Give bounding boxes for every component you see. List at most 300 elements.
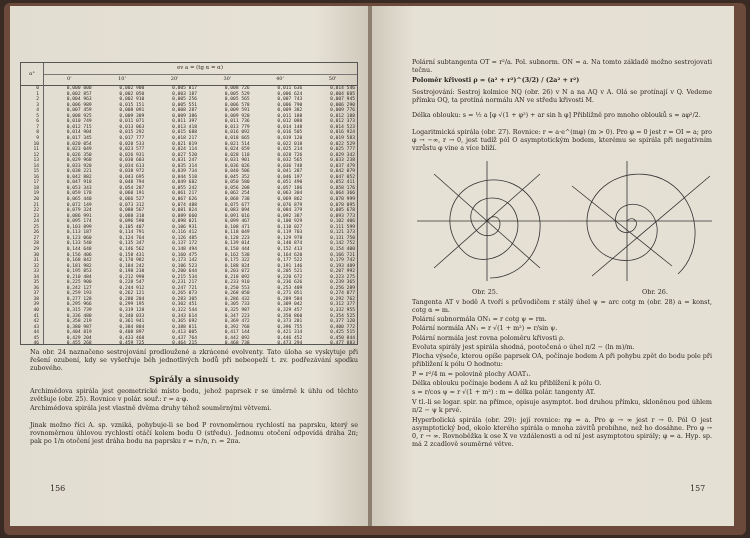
table-cell: 0,009 382: [277, 108, 303, 114]
log-spiral-text: Logaritmická spirála (obr. 27). Rovnice: r = a·e^(mφ) (m > 0). Pro φ = 0 jest r = OI = a; pro φ → −∞, r → 0, jest tudíž pól O asymptotickým bodem, kterému se spirála při negativním vzrůstu φ vine a více blíží.: [412, 128, 712, 152]
table-cell: 0,081 824: [172, 208, 197, 214]
normal-curvature-text: Polární normála jest rovna poloměru křivosti ρ.: [412, 334, 565, 342]
table-cell: 0,017 345: [66, 135, 92, 141]
table-cell: 0,105 407: [119, 224, 145, 230]
table-cell: 0,052 411: [330, 180, 355, 186]
table-cell: 0,009 591: [224, 108, 250, 114]
table-cell: 0,008 091: [119, 108, 145, 114]
table-cell: 0,093 773: [330, 213, 355, 219]
table-cell: 0,028 726: [277, 152, 303, 158]
table-cell: 0,007 743: [277, 97, 303, 103]
table-row-angle: 23: [33, 213, 39, 219]
table-cell: 0,319 128: [119, 308, 145, 313]
table-cell: 0,007 945: [330, 97, 355, 103]
table-cell: 0,473 294: [277, 341, 303, 347]
hyperbolic-spiral-text: Hyperbolická spirála (obr. 29): její rovnice: rφ = a. Pro φ → ∞ jest r → 0. Pól O jest asymptotický bod, okolo kterého spirála o mnoha závitů probíhne, než ho dosáhne. Pro φ → 0, r → ∞. Rovnoběžka k ose X ve vzdálenosti a od ní jest asymptotou spirály; φ = a. Hyp. sp. má 2 zcadlově souměrné větve.: [412, 416, 712, 448]
table-cell: 0,029 342: [330, 152, 355, 158]
table-cell: 0,075 677: [224, 202, 250, 208]
table-cell: 0,080 567: [119, 208, 145, 214]
table-cell: 0,139 014: [224, 241, 250, 247]
table-cell: 0,074 488: [172, 202, 197, 208]
table-cell: 0,022 529: [330, 141, 355, 147]
table-header: [21, 63, 357, 86]
table-row-angle: 34: [33, 274, 39, 280]
table-cell: 0,068 738: [224, 197, 250, 202]
table-cell: 0,024 659: [224, 147, 250, 153]
table-cell: 0,034 613: [119, 163, 145, 169]
table-cell: 0,084 379: [277, 208, 303, 214]
table-cell: 0,121 373: [330, 230, 355, 236]
table-cell: 0,343 614: [172, 313, 197, 319]
table-cell: 0,063 304: [277, 191, 303, 197]
table-cell: 0,369 472: [224, 319, 250, 325]
section-heading: Spirály a sinusoidy: [149, 375, 239, 385]
table-row-angle: 10: [33, 141, 39, 147]
table-cell: 0,002 857: [66, 91, 92, 97]
table-cell: 0,006 790: [277, 102, 303, 108]
table-cell: 0,280 204: [119, 296, 145, 302]
table-row-angle: 3: [36, 102, 39, 108]
table-cell: 0,032 565: [277, 158, 303, 164]
table-cell: 0,144 648: [66, 246, 92, 252]
table-cell: 0,114 791: [119, 230, 145, 236]
table-cell: 0,417 144: [224, 330, 250, 336]
table-cell: 0,013 779: [224, 124, 250, 130]
table-cell: 0,024 114: [172, 147, 197, 153]
table-row-angle: 44: [33, 330, 39, 336]
table-cell: 0,056 208: [224, 185, 250, 191]
table-cell: 0,022 018: [277, 141, 303, 147]
area-formula: P = r²/4 m = polovině plochy AOAT₁.: [412, 370, 531, 378]
table-cell: 0,037 479: [330, 163, 355, 169]
table-cell: 0,008 287: [172, 108, 197, 114]
table-cell: 0,437 764: [172, 335, 197, 341]
table-cell: 0,065 440: [66, 197, 92, 202]
table-cell: 0,207 992: [330, 269, 355, 275]
table-row-angle: 27: [33, 235, 39, 241]
table-column-headers: [43, 74, 357, 85]
table-cell: 0,092 387: [277, 213, 303, 219]
table-cell: 0,223 275: [330, 274, 355, 280]
table-cell: 0,011 636: [277, 86, 303, 91]
table-cell: 0,061 217: [172, 191, 197, 197]
curvature-formula: Poloměr křivosti ρ = (a² + r²)^(3/2) / (2a² + r²): [412, 76, 580, 84]
tangent-text: Tangenta AT v bodě A tvoří s průvodičem r stálý úhel ψ = arc cotg m (obr. 28) a = konst, cotg α = m.: [412, 298, 712, 314]
table-corner: α°: [29, 71, 35, 77]
table-cell: 0,004 605: [330, 91, 355, 97]
table-cell: 0,184 242: [119, 263, 145, 269]
table-cell: 0,042 079: [330, 169, 355, 175]
table-cell: 0,468 738: [224, 341, 250, 347]
table-cell: 0,005 565: [224, 97, 250, 103]
table-cell: 0,392 768: [224, 324, 250, 330]
table-cell: 0,277 128: [66, 296, 92, 302]
table-row-angle: 35: [33, 280, 39, 286]
table-cell: 0,011 071: [119, 119, 145, 125]
table-cell: 0,015 151: [119, 102, 145, 108]
table-cell: 0,007 459: [66, 108, 92, 114]
table-cell: 0,014 546: [330, 86, 355, 91]
table-cell: 0,312 377: [330, 302, 355, 308]
table-row-angle: 21: [33, 202, 39, 208]
table-cell: 0,365 692: [172, 319, 197, 325]
table-cell: 0,014 904: [66, 130, 92, 136]
table-cell: 0,198 238: [119, 269, 145, 275]
table-cell: 0,009 389: [119, 113, 145, 119]
table-cell: 0,177 522: [277, 258, 303, 264]
table-cell: 0,110 027: [277, 224, 303, 230]
table-row-angle: 30: [33, 252, 39, 258]
table-cell: 0,148 494: [172, 246, 197, 252]
table-cell: 0,026 350: [66, 152, 92, 158]
table-cell: 0,181 982: [66, 263, 92, 269]
table-cell: 0,413 005: [172, 330, 197, 336]
table-cell: 0,408 897: [119, 330, 145, 336]
table-cell: 0,325 987: [224, 308, 250, 313]
table-cell: 0,166 721: [330, 252, 355, 258]
table-cell: 0,262 121: [119, 291, 145, 297]
table-cell: 0,035 314: [172, 163, 197, 169]
table-cell: 0,358 219: [66, 319, 92, 325]
table-cell: 0,098 021: [172, 219, 197, 225]
table-cell: 0,259 193: [66, 291, 92, 297]
table-cell: 0,010 749: [66, 119, 92, 125]
table-cell: 0,014 523: [330, 124, 355, 130]
table-cell: 0,020 054: [66, 141, 92, 147]
table-cell: 0,025 214: [277, 147, 303, 153]
table-row-angle: 11: [33, 147, 39, 153]
table-cell: 0,140 874: [277, 241, 303, 247]
table-cell: 0,029 968: [66, 158, 92, 164]
table-cell: 0,055 242: [172, 185, 197, 191]
table-cell: 0,076 879: [277, 202, 303, 208]
table-cell: 0,102 406: [330, 219, 355, 225]
table-cell: 0,380 987: [66, 324, 92, 330]
table-cell: 0,173 142: [172, 258, 197, 264]
table-cell: 0,396 755: [277, 324, 303, 330]
table-cell: 0,123 060: [66, 235, 92, 241]
table-cell: 0,205 521: [277, 269, 303, 275]
table-cell: 0,038 972: [119, 169, 145, 175]
table-cell: 0,242 127: [66, 285, 92, 291]
table-cell: 0,006 290: [330, 102, 355, 108]
table-cell: 0,247 721: [172, 285, 197, 291]
table-cell: 0,018 665: [224, 135, 250, 141]
table-cell: 0,142 752: [330, 241, 355, 247]
arc-length-log-text: Délka oblouku počínaje bodem A až ku přiblížení k pólu O.: [412, 379, 602, 387]
table-cell: 0,067 626: [172, 197, 197, 202]
table-cell: 0,175 322: [224, 258, 250, 264]
table-cell: 0,361 941: [119, 319, 145, 325]
table-cell: 0,103 899: [66, 224, 92, 230]
table-cell: 0,354 525: [330, 313, 355, 319]
table-cell: 0,233 910: [224, 280, 250, 286]
paragraph-archimedes: Archimédova spirála jest geometrické místo bodu, jehož paprsek r se úměrně k úhlu od těchto zvětšuje (obr. 25). Rovnice v polár. souř.: r = a·φ.: [30, 387, 358, 403]
table-cell: 0,047 918: [66, 180, 92, 186]
table-row-angle: 38: [33, 296, 39, 302]
table-row-angle: 37: [33, 291, 39, 297]
table-cell: 0,048 794: [119, 180, 145, 186]
table-cell: 0,160 475: [172, 252, 197, 258]
table-cell: 0,128 223: [224, 235, 250, 241]
table-cell: 0,016 924: [330, 130, 355, 136]
table-cell: 0,129 978: [277, 235, 303, 241]
table-row-angle: 33: [33, 269, 39, 275]
table-cell: 0,295 966: [66, 302, 92, 308]
table-cell: 0,256 289: [330, 285, 355, 291]
table-cell: 0,274 077: [330, 291, 355, 297]
table-cell: 0,336 480: [66, 313, 92, 319]
table-cell: 0,193 489: [330, 263, 355, 269]
table-cell: 0,191 146: [277, 263, 303, 269]
table-cell: 0,253 409: [277, 285, 303, 291]
table-cell: 0,008 726: [224, 86, 250, 91]
table-column-header: 50': [328, 76, 337, 82]
table-cell: 0,015 688: [172, 130, 197, 136]
subtangent-text: Polární subtangenta OT = r²/a. Pol. subnorm. ON = a. Na tomto základě možno sestrojovati tečnu.: [412, 58, 712, 74]
table-row-angle: 32: [33, 263, 39, 269]
table-cell: 0,018 217: [172, 135, 197, 141]
table-cell: 0,099 467: [224, 219, 250, 225]
table-cell: 0,036 026: [224, 163, 250, 169]
table-cell: 0,137 172: [172, 241, 197, 247]
table-cell: 0,023 577: [119, 147, 145, 153]
table-cell: 0,014 148: [277, 124, 303, 130]
table-row-angle: 16: [33, 174, 39, 180]
table-cell: 0,033 238: [330, 158, 355, 164]
table-row-angle: 43: [33, 324, 39, 330]
table-cell: 0,047 052: [330, 174, 355, 180]
table-cell: 0,340 033: [119, 313, 145, 319]
table-cell: 0,309 042: [277, 302, 303, 308]
rolling-text: V tl.-li se logar. spir. na přímce, opisuje asymptot. bod druhou přímku, skloněnou pod úhlem π/2 − ψ k prvé.: [412, 398, 712, 414]
table-cell: 0,162 538: [224, 252, 250, 258]
table-cell: 0,036 748: [277, 163, 303, 169]
table-main-header: ev a = (tg α = α): [43, 63, 357, 75]
table-cell: 0,031 247: [172, 158, 197, 164]
table-cell: 0,146 562: [119, 246, 145, 252]
table-cell: 0,000 000: [66, 86, 92, 91]
table-cell: 0,005 256: [172, 97, 197, 103]
page-number-right: 157: [690, 484, 706, 493]
table-cell: 0,088 318: [119, 213, 145, 219]
table-cell: 0,021 514: [224, 141, 250, 147]
table-cell: 0,009 920: [224, 113, 250, 119]
table-column-header: 30': [223, 76, 232, 82]
table-row-angle: 13: [33, 158, 39, 164]
table-cell: 0,041 287: [277, 169, 303, 175]
table-cell: 0,250 553: [224, 285, 250, 291]
table-cell: 0,119 703: [277, 230, 303, 236]
table-cell: 0,289 584: [277, 296, 303, 302]
table-cell: 0,012 188: [330, 113, 355, 119]
table-cell: 0,070 999: [330, 197, 355, 202]
table-cell: 0,016 092: [224, 130, 250, 136]
table-cell: 0,203 072: [224, 269, 250, 275]
table-cell: 0,150 444: [224, 246, 250, 252]
table-row-angle: 14: [33, 163, 39, 169]
table-row-angle: 8: [36, 130, 39, 136]
table-cell: 0,004 963: [66, 97, 92, 103]
table-cell: 0,002 900: [119, 86, 145, 91]
table-cell: 0,210 484: [66, 274, 92, 280]
table-cell: 0,054 287: [119, 185, 145, 191]
table-cell: 0,421 314: [277, 330, 303, 336]
table-cell: 0,002 050: [119, 91, 145, 97]
arc-length-text: Délka oblouku: s = ½ a [φ √(1 + φ²) + ar sin h φ] Přibližně pro mnoho oblouků s ≈ aφ²/2.: [412, 111, 701, 119]
right-page: [372, 6, 734, 526]
evolute-text: Evoluta spirály jest spirála shodná, pootočená o úhel π/2 − (ln m)/m.: [412, 343, 635, 351]
table-cell: 0,028 118: [224, 152, 250, 158]
table-cell: 0,322 544: [172, 308, 197, 313]
table-cell: 0,271 051: [277, 291, 303, 297]
sector-area-text: Plocha výseče, kterou opíše paprsek OA, počínaje bodem A při pohybu zpět do bodu pole při přiblížení k pólu O hodnotu:: [412, 352, 712, 368]
table-cell: 0,059 178: [66, 191, 92, 197]
table-cell: 0,195 853: [66, 269, 92, 275]
table-cell: 0,008 925: [66, 113, 92, 119]
table-row-angle: 36: [33, 285, 39, 291]
table-cell: 0,299 195: [119, 302, 145, 308]
table-cell: 0,106 931: [172, 224, 197, 230]
table-row-angle: 18: [33, 185, 39, 191]
table-cell: 0,170 982: [119, 258, 145, 264]
table-cell: 0,038 221: [66, 169, 92, 175]
table-cell: 0,026 931: [119, 152, 145, 158]
table-cell: 0,179 742: [330, 258, 355, 264]
table-cell: 0,154 400: [330, 246, 355, 252]
table-cell: 0,152 413: [277, 246, 303, 252]
table-row-angle: 28: [33, 241, 39, 247]
table-column-header: 20': [170, 76, 179, 82]
table-cell: 0,021 019: [172, 141, 197, 147]
table-cell: 0,006 578: [224, 102, 250, 108]
table-cell: 0,220 672: [277, 274, 303, 280]
table-cell: 0,006 989: [66, 102, 92, 108]
table-cell: 0,016 505: [277, 130, 303, 136]
table-row-angle: 12: [33, 152, 39, 158]
table-cell: 0,450 844: [330, 335, 355, 341]
table-cell: 0,118 049: [224, 230, 250, 236]
table-cell: 0,009 386: [172, 113, 197, 119]
figure-25-caption: Obr. 25.: [472, 288, 498, 296]
table-cell: 0,158 431: [119, 252, 145, 258]
table-row-angle: 22: [33, 208, 39, 214]
table-cell: 0,083 094: [224, 208, 250, 214]
table-cell: 0,015 292: [119, 130, 145, 136]
table-cell: 0,268 050: [224, 291, 250, 297]
table-cell: 0,009 776: [330, 108, 355, 114]
table-cell: 0,347 223: [224, 313, 250, 319]
normal-text: Polární normála AN₁ = r √(1 + m²) = r/sin ψ.: [412, 324, 558, 332]
table-cell: 0,455 268: [66, 341, 92, 347]
table-cell: 0,012 088: [277, 119, 303, 125]
table-cell: 0,200 644: [172, 269, 197, 275]
table-cell: 0,049 682: [172, 180, 197, 186]
table-cell: 0,302 451: [172, 302, 197, 308]
table-row-angle: 24: [33, 219, 39, 225]
table-cell: 0,124 764: [119, 235, 145, 241]
table-cell: 0,039 734: [172, 169, 197, 175]
table-cell: 0,086 991: [66, 213, 92, 219]
table-column-header: 10': [118, 76, 126, 82]
table-cell: 0,020 533: [119, 141, 145, 147]
table-row-angle: 41: [33, 313, 39, 319]
table-row-angle: 6: [36, 119, 39, 125]
table-row-angle: 5: [36, 113, 39, 119]
table-cell: 0,003 187: [172, 91, 197, 97]
table-cell: 0,315 739: [66, 308, 92, 313]
table-cell: 0,286 432: [224, 296, 250, 302]
table-column-header: 0': [67, 76, 72, 82]
table-cell: 0,079 324: [66, 208, 92, 214]
table-cell: 0,031 901: [224, 158, 250, 164]
table-cell: 0,046 197: [277, 174, 303, 180]
table-cell: 0,377 120: [330, 319, 355, 325]
table-cell: 0,442 092: [224, 335, 250, 341]
table-cell: 0,265 073: [172, 291, 197, 297]
table-cell: 0,429 204: [66, 335, 92, 341]
table-cell: 0,168 842: [66, 258, 92, 264]
table-cell: 0,005 817: [172, 86, 197, 91]
page-number-left: 156: [50, 484, 66, 493]
table-row-angle: 39: [33, 302, 39, 308]
table-cell: 0,425 515: [330, 330, 355, 336]
table-cell: 0,116 412: [172, 230, 197, 236]
table-cell: 0,095 174: [66, 219, 92, 225]
table-cell: 0,188 824: [224, 263, 250, 269]
table-cell: 0,011 188: [277, 113, 303, 119]
figure-26-log-spiral: [562, 161, 712, 281]
table-row-angle: 7: [36, 124, 39, 130]
table-row-angle: 9: [36, 135, 39, 141]
table-cell: 0,433 468: [119, 335, 145, 341]
table-cell: 0,072 149: [66, 202, 92, 208]
table-cell: 0,111 599: [330, 224, 355, 230]
table-cell: 0,350 860: [277, 313, 303, 319]
table-cell: 0,228 547: [119, 280, 145, 286]
table-cell: 0,126 485: [172, 235, 197, 241]
table-cell: 0,218 092: [224, 274, 250, 280]
figure-25-archimedes-spiral: [417, 161, 562, 281]
table-row-angle: 40: [33, 308, 39, 313]
table-cell: 0,131 750: [330, 235, 355, 241]
table-cell: 0,329 457: [277, 308, 303, 313]
table-cell: 0,006 624: [277, 91, 303, 97]
table-cell: 0,186 523: [172, 263, 197, 269]
table-cell: 0,062 254: [224, 191, 250, 197]
table-cell: 0,012 715: [66, 124, 92, 130]
table-row-angle: 4: [36, 108, 39, 114]
table-row-angle: 42: [33, 319, 39, 325]
table-cell: 0,050 580: [224, 180, 250, 186]
table-cell: 0,013 418: [172, 124, 197, 130]
table-cell: 0,231 217: [172, 280, 197, 286]
table-cell: 0,305 733: [224, 302, 250, 308]
table-cell: 0,040 506: [224, 169, 250, 175]
table-cell: 0,464 215: [172, 341, 197, 347]
table-cell: 0,033 920: [66, 163, 92, 169]
table-cell: 0,225 900: [66, 280, 92, 286]
table-cell: 0,005 529: [224, 91, 250, 97]
table-cell: 0,030 603: [119, 158, 145, 164]
table-row-angle: 45: [33, 335, 39, 341]
table-cell: 0,073 312: [119, 202, 145, 208]
table-cell: 0,091 016: [224, 213, 250, 219]
table-cell: 0,042 882: [66, 174, 92, 180]
table-row-angle: 29: [33, 246, 39, 252]
table-cell: 0,053 343: [66, 185, 92, 191]
table-cell: 0,113 187: [66, 230, 92, 236]
